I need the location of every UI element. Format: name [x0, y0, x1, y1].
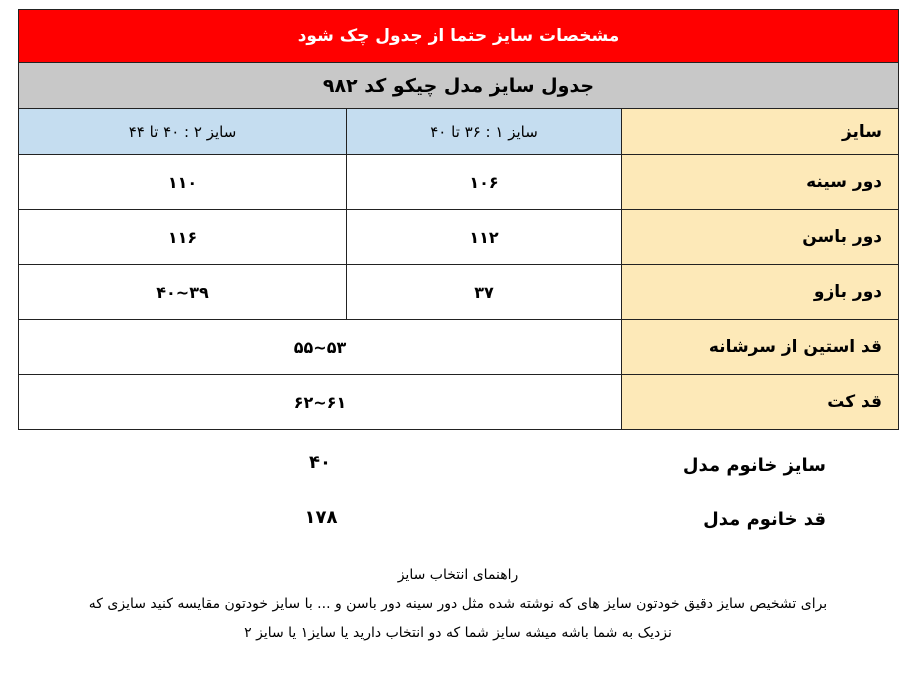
size-header-row: [19, 109, 899, 155]
model-height-label: قد خانوم مدل: [703, 509, 826, 530]
cell-value: ۱۱۲: [347, 210, 622, 265]
model-height-value: ۱۷۸: [304, 507, 338, 528]
table-row-chest: [19, 155, 899, 210]
table-subtitle: جدول سایز مدل چیکو کد ۹۸۲: [19, 63, 899, 109]
guide-line-1: برای تشخیص سایز دقیق خودتون سایز های که نوشته شده مثل دور سینه دور باسن و ... با سایز خودتون مقایسه کنید سایزی که: [88, 596, 828, 612]
cell-value: ۳۷: [347, 265, 622, 320]
table-row-sleeve: [19, 320, 899, 375]
row-label: دور بازو: [622, 265, 899, 320]
cell-value: ۶۱~۶۲: [19, 375, 622, 430]
model-size-label-wrap: [626, 455, 826, 481]
size-2-header: سایز ۲ : ۴۰ تا ۴۴: [19, 109, 347, 155]
guide-title: راهنمای انتخاب سایز: [397, 567, 519, 583]
table-row-hip: [19, 210, 899, 265]
size-header-label: سایز: [622, 109, 899, 155]
size-table: [18, 9, 899, 430]
cell-value: ۵۳~۵۵: [19, 320, 622, 375]
row-label: قد کت: [622, 375, 899, 430]
cell-value: ۱۱۰: [19, 155, 347, 210]
cell-value: ۳۹~۴۰: [19, 265, 347, 320]
table-title: مشخصات سایز حتما از جدول چک شود: [19, 10, 899, 63]
guide-line-2: نزدیک به شما باشه میشه سایز شما که دو انتخاب دارید یا سایز۱ یا سایز ۲: [244, 625, 672, 641]
table-row-arm: [19, 265, 899, 320]
table-subtitle-row: [19, 63, 899, 109]
size-guide: [20, 561, 896, 648]
table-row-length: [19, 375, 899, 430]
model-size-label: سایز خانوم مدل: [682, 455, 826, 476]
cell-value: ۱۱۶: [19, 210, 347, 265]
row-label: قد استین از سرشانه: [622, 320, 899, 375]
model-size-value: ۴۰: [309, 452, 331, 473]
row-label: دور باسن: [622, 210, 899, 265]
size-1-header: سایز ۱ : ۳۶ تا ۴۰: [347, 109, 622, 155]
row-label: دور سینه: [622, 155, 899, 210]
model-height-label-wrap: [626, 509, 826, 535]
table-title-row: [19, 10, 899, 63]
cell-value: ۱۰۶: [347, 155, 622, 210]
